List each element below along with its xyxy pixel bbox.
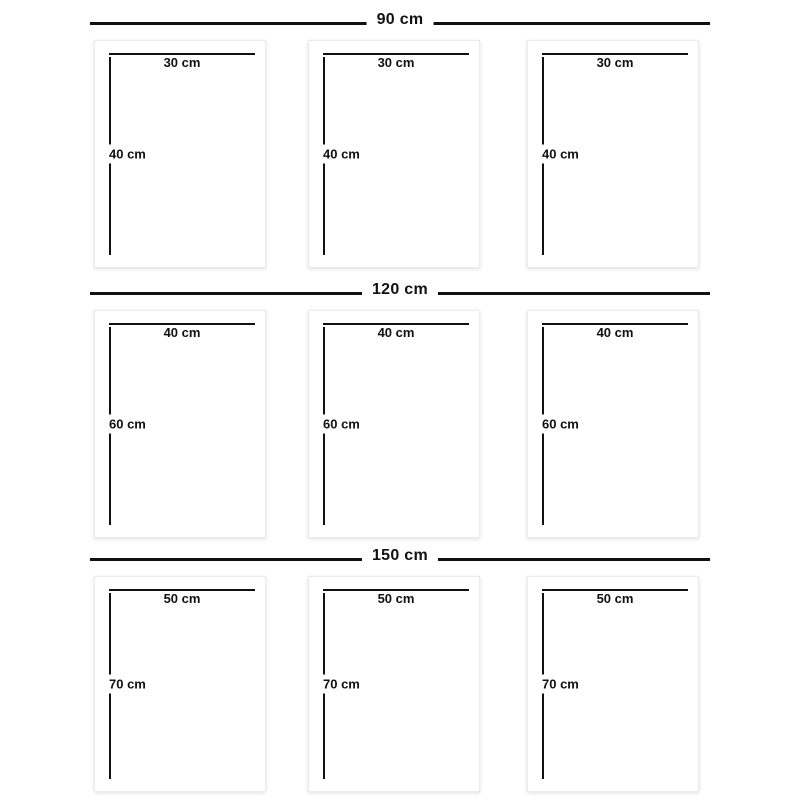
frame-height-label: 70 cm xyxy=(318,675,365,694)
frame xyxy=(527,40,699,268)
frame xyxy=(94,310,266,538)
frame xyxy=(308,40,480,268)
frame xyxy=(94,40,266,268)
frame-width-label: 40 cm xyxy=(371,325,422,340)
frame-width-label: 30 cm xyxy=(371,55,422,70)
frame xyxy=(308,576,480,792)
width-rule xyxy=(542,323,688,340)
width-rule xyxy=(323,53,469,70)
total-width-rule xyxy=(90,281,710,298)
width-rule xyxy=(109,589,255,606)
total-width-label: 90 cm xyxy=(367,11,434,29)
frame-height-label: 70 cm xyxy=(537,675,584,694)
frame-width-label: 50 cm xyxy=(590,591,641,606)
frame-height-label: 40 cm xyxy=(318,145,365,164)
frame xyxy=(527,576,699,792)
width-rule xyxy=(109,53,255,70)
width-rule xyxy=(323,589,469,606)
frame-height-label: 60 cm xyxy=(318,415,365,434)
frame-width-label: 30 cm xyxy=(157,55,208,70)
frame xyxy=(308,310,480,538)
frame-height-label: 70 cm xyxy=(104,675,151,694)
frame xyxy=(94,576,266,792)
frame-width-label: 30 cm xyxy=(590,55,641,70)
frame-width-label: 40 cm xyxy=(157,325,208,340)
width-rule xyxy=(542,53,688,70)
total-width-rule xyxy=(90,11,710,28)
total-width-rule xyxy=(90,547,710,564)
frame-width-label: 50 cm xyxy=(157,591,208,606)
frame xyxy=(527,310,699,538)
frame-height-label: 40 cm xyxy=(104,145,151,164)
width-rule xyxy=(109,323,255,340)
frame-height-label: 60 cm xyxy=(537,415,584,434)
frame-height-label: 60 cm xyxy=(104,415,151,434)
frame-width-label: 50 cm xyxy=(371,591,422,606)
width-rule xyxy=(542,589,688,606)
total-width-label: 120 cm xyxy=(362,281,438,299)
width-rule xyxy=(323,323,469,340)
total-width-label: 150 cm xyxy=(362,547,438,565)
frame-height-label: 40 cm xyxy=(537,145,584,164)
frame-width-label: 40 cm xyxy=(590,325,641,340)
